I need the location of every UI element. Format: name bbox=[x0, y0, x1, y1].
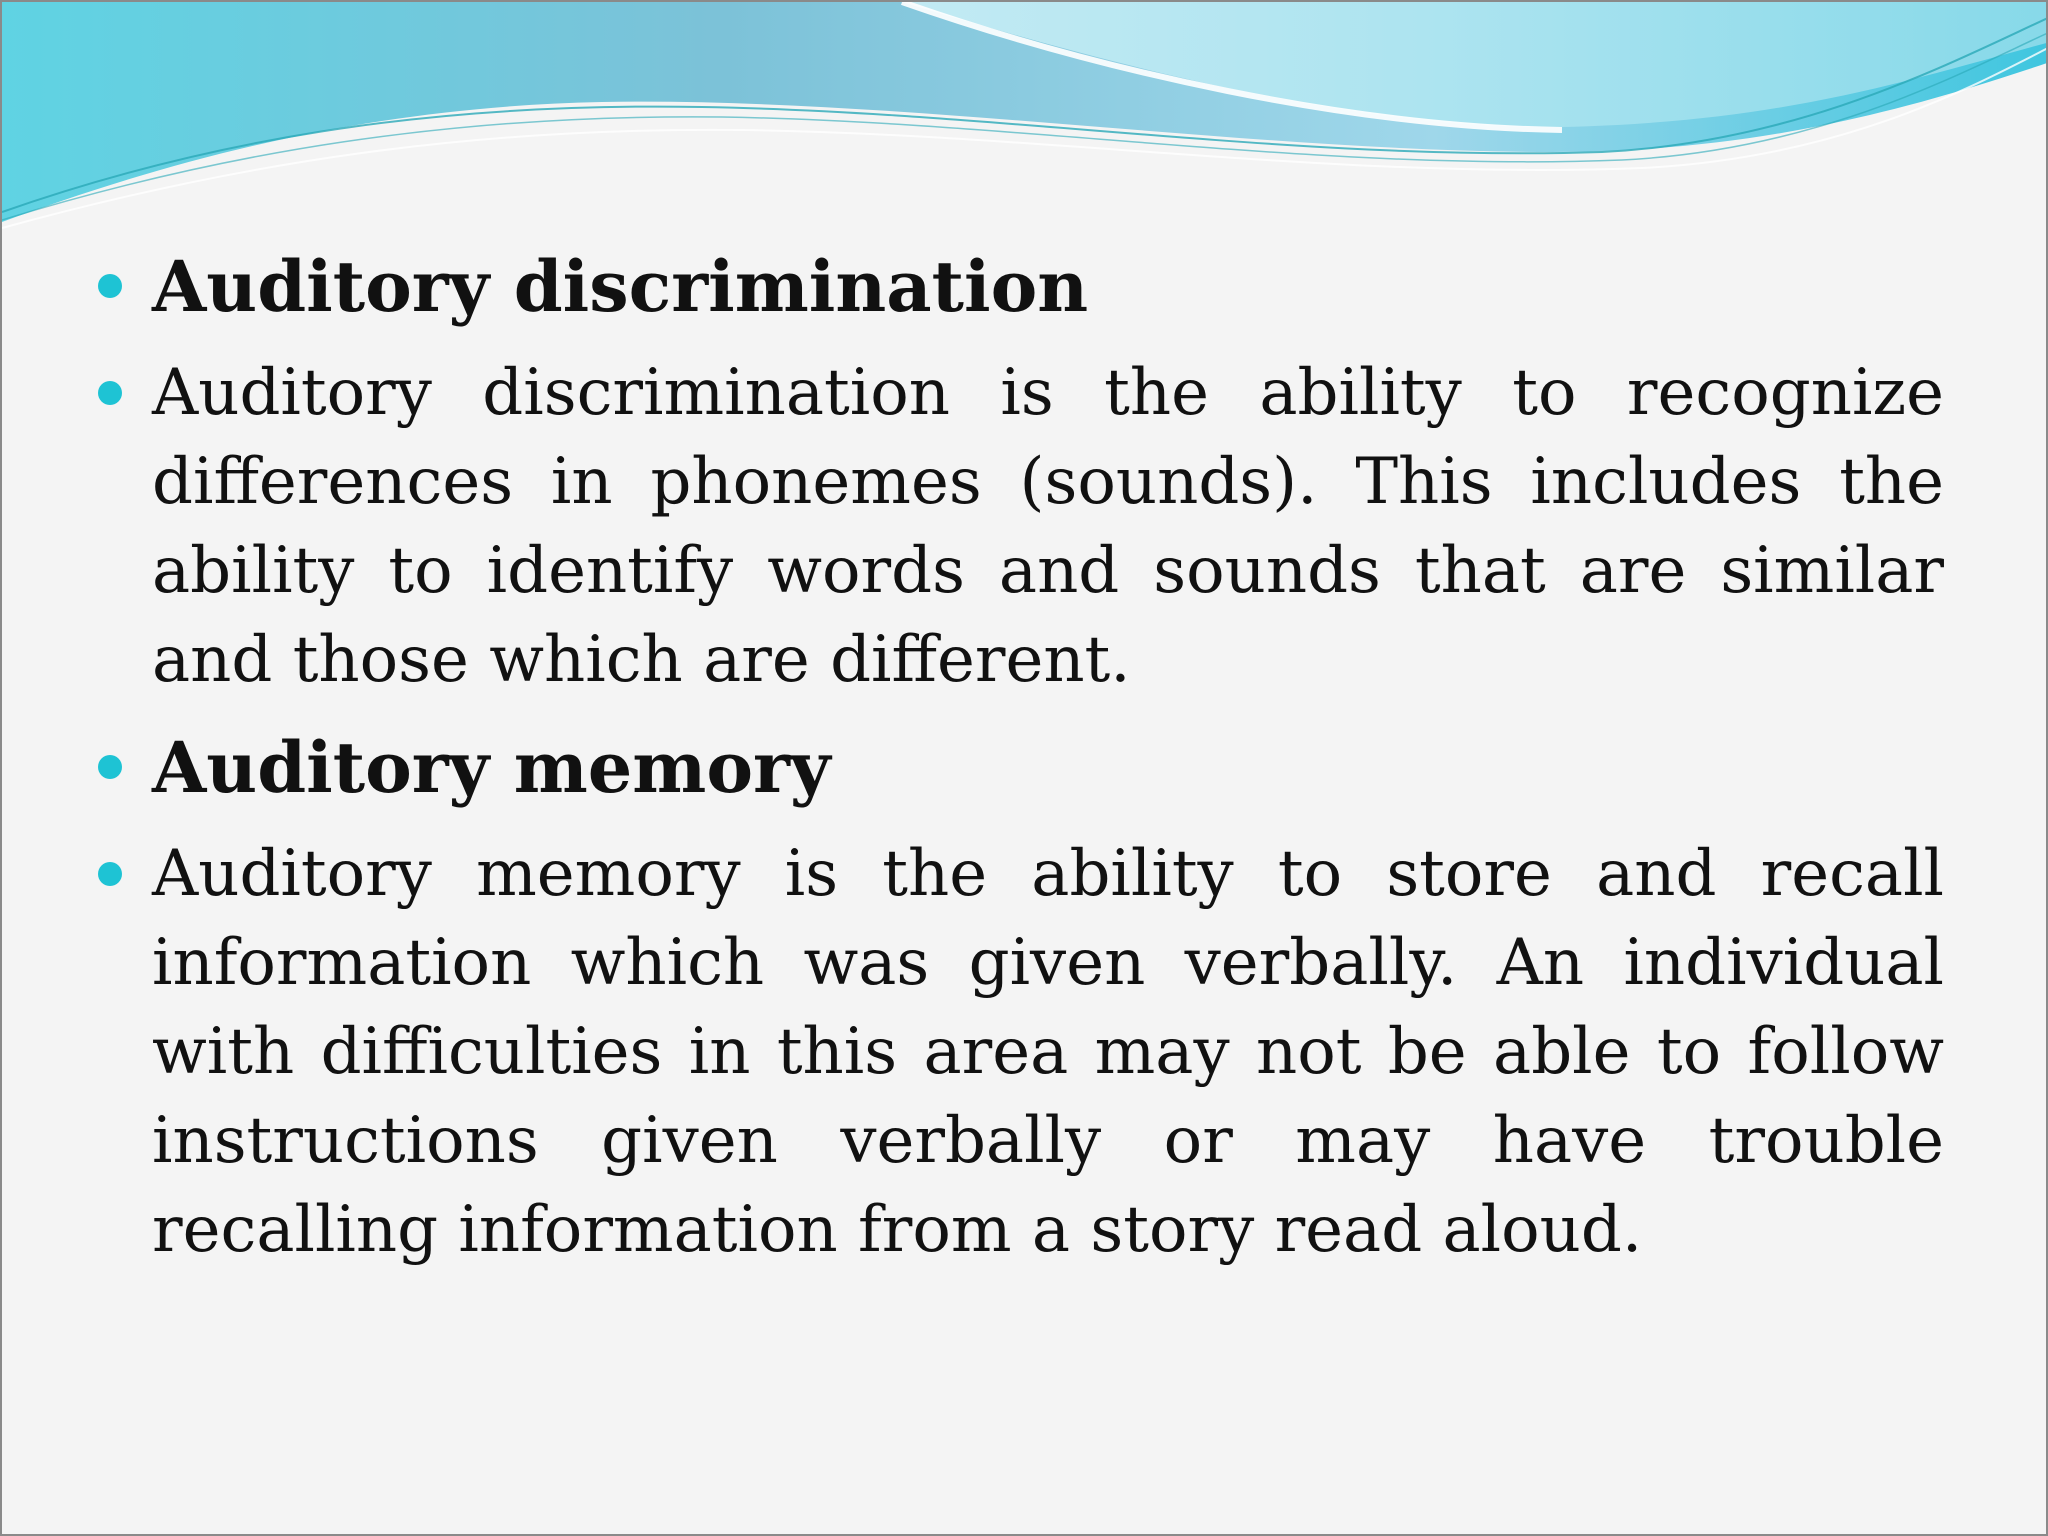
bullet-definition-auditory-discrimination bbox=[94, 349, 1944, 705]
bullet-heading-auditory-discrimination bbox=[94, 242, 1944, 331]
bullet-heading-auditory-memory bbox=[94, 723, 1944, 812]
bullet-text: Auditory memory is the ability to store and recall information which was given verbally. An individual with difficulties in this area may not be able to follow instructions given verbally or may have trouble recalling information from a story read aloud. bbox=[152, 837, 1944, 1267]
bullet-dot-icon bbox=[98, 755, 122, 779]
bullet-dot-icon bbox=[98, 381, 122, 405]
bullet-text: Auditory discrimination bbox=[152, 245, 1089, 328]
bullet-text: Auditory memory bbox=[152, 726, 831, 809]
bullet-dot-icon bbox=[98, 274, 122, 298]
slide-body bbox=[94, 242, 1944, 1293]
header-wave-decoration bbox=[2, 2, 2048, 242]
bullet-dot-icon bbox=[98, 862, 122, 886]
bullet-text: Auditory discrimination is the ability to recognize differences in phonemes (sounds). This includes the ability to identify words and sounds that are similar and those which are different. bbox=[152, 356, 1944, 697]
bullet-definition-auditory-memory bbox=[94, 830, 1944, 1275]
